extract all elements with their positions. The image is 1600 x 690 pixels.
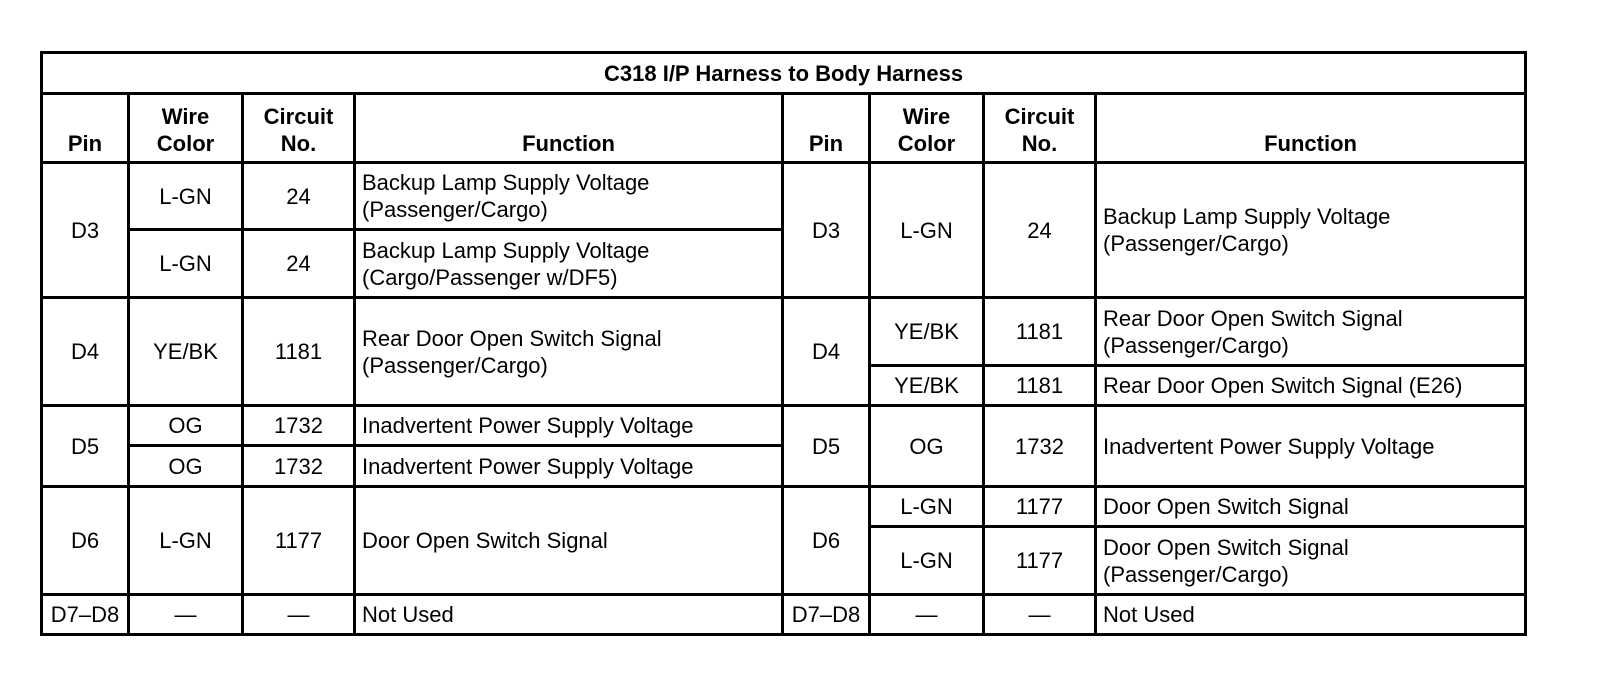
- circuit-cell: 1181: [243, 298, 355, 406]
- wire-color-cell: L-GN: [870, 163, 984, 298]
- header-pin-left: Pin: [42, 94, 129, 163]
- circuit-cell: —: [984, 595, 1096, 635]
- circuit-cell: 1177: [984, 487, 1096, 527]
- pin-cell: D4: [42, 298, 129, 406]
- circuit-cell: 1732: [243, 406, 355, 446]
- circuit-cell: 1732: [243, 446, 355, 487]
- function-cell: Not Used: [1096, 595, 1526, 635]
- header-wire-color-right: Wire Color: [870, 94, 984, 163]
- function-cell: Not Used: [355, 595, 783, 635]
- pin-cell: D3: [783, 163, 870, 298]
- circuit-cell: —: [243, 595, 355, 635]
- circuit-cell: 1732: [984, 406, 1096, 487]
- function-cell: Rear Door Open Switch Signal (Passenger/Cargo): [355, 298, 783, 406]
- table-row: [42, 298, 1526, 366]
- wire-color-cell: YE/BK: [870, 298, 984, 366]
- table-title: C318 I/P Harness to Body Harness: [42, 53, 1526, 94]
- function-cell: Door Open Switch Signal: [1096, 487, 1526, 527]
- wire-color-cell: —: [870, 595, 984, 635]
- function-cell: Rear Door Open Switch Signal (E26): [1096, 366, 1526, 406]
- circuit-cell: 24: [984, 163, 1096, 298]
- wire-color-cell: L-GN: [129, 230, 243, 298]
- circuit-cell: 24: [243, 230, 355, 298]
- wire-color-cell: OG: [129, 406, 243, 446]
- header-pin-right: Pin: [783, 94, 870, 163]
- connector-table: [40, 51, 1527, 636]
- header-circuit-right: Circuit No.: [984, 94, 1096, 163]
- pin-cell: D7–D8: [42, 595, 129, 635]
- function-cell: Rear Door Open Switch Signal (Passenger/Cargo): [1096, 298, 1526, 366]
- function-cell: Backup Lamp Supply Voltage (Passenger/Cargo): [355, 163, 783, 230]
- pin-cell: D3: [42, 163, 129, 298]
- circuit-cell: 1177: [243, 487, 355, 595]
- function-cell: Door Open Switch Signal: [355, 487, 783, 595]
- pin-cell: D4: [783, 298, 870, 406]
- header-wire-color-left: Wire Color: [129, 94, 243, 163]
- pin-cell: D5: [783, 406, 870, 487]
- pin-cell: D7–D8: [783, 595, 870, 635]
- header-function-right: Function: [1096, 94, 1526, 163]
- function-cell: Inadvertent Power Supply Voltage: [1096, 406, 1526, 487]
- wire-color-cell: L-GN: [870, 527, 984, 595]
- function-cell: Door Open Switch Signal (Passenger/Cargo): [1096, 527, 1526, 595]
- circuit-cell: 1177: [984, 527, 1096, 595]
- circuit-cell: 1181: [984, 298, 1096, 366]
- wire-color-cell: —: [129, 595, 243, 635]
- pin-cell: D6: [42, 487, 129, 595]
- pin-cell: D6: [783, 487, 870, 595]
- header-function-left: Function: [355, 94, 783, 163]
- table-row: [42, 595, 1526, 635]
- circuit-cell: 24: [243, 163, 355, 230]
- wire-color-cell: OG: [870, 406, 984, 487]
- circuit-cell: 1181: [984, 366, 1096, 406]
- wire-color-cell: L-GN: [129, 487, 243, 595]
- function-cell: Inadvertent Power Supply Voltage: [355, 406, 783, 446]
- function-cell: Backup Lamp Supply Voltage (Cargo/Passenger w/DF5): [355, 230, 783, 298]
- header-circuit-left: Circuit No.: [243, 94, 355, 163]
- wire-color-cell: OG: [129, 446, 243, 487]
- header-row: [42, 94, 1526, 163]
- function-cell: Backup Lamp Supply Voltage (Passenger/Cargo): [1096, 163, 1526, 298]
- wire-color-cell: YE/BK: [129, 298, 243, 406]
- function-cell: Inadvertent Power Supply Voltage: [355, 446, 783, 487]
- pin-cell: D5: [42, 406, 129, 487]
- wire-color-cell: L-GN: [870, 487, 984, 527]
- table-row: [42, 163, 1526, 230]
- table-row: [42, 487, 1526, 527]
- wire-color-cell: L-GN: [129, 163, 243, 230]
- table-row: [42, 406, 1526, 446]
- wire-color-cell: YE/BK: [870, 366, 984, 406]
